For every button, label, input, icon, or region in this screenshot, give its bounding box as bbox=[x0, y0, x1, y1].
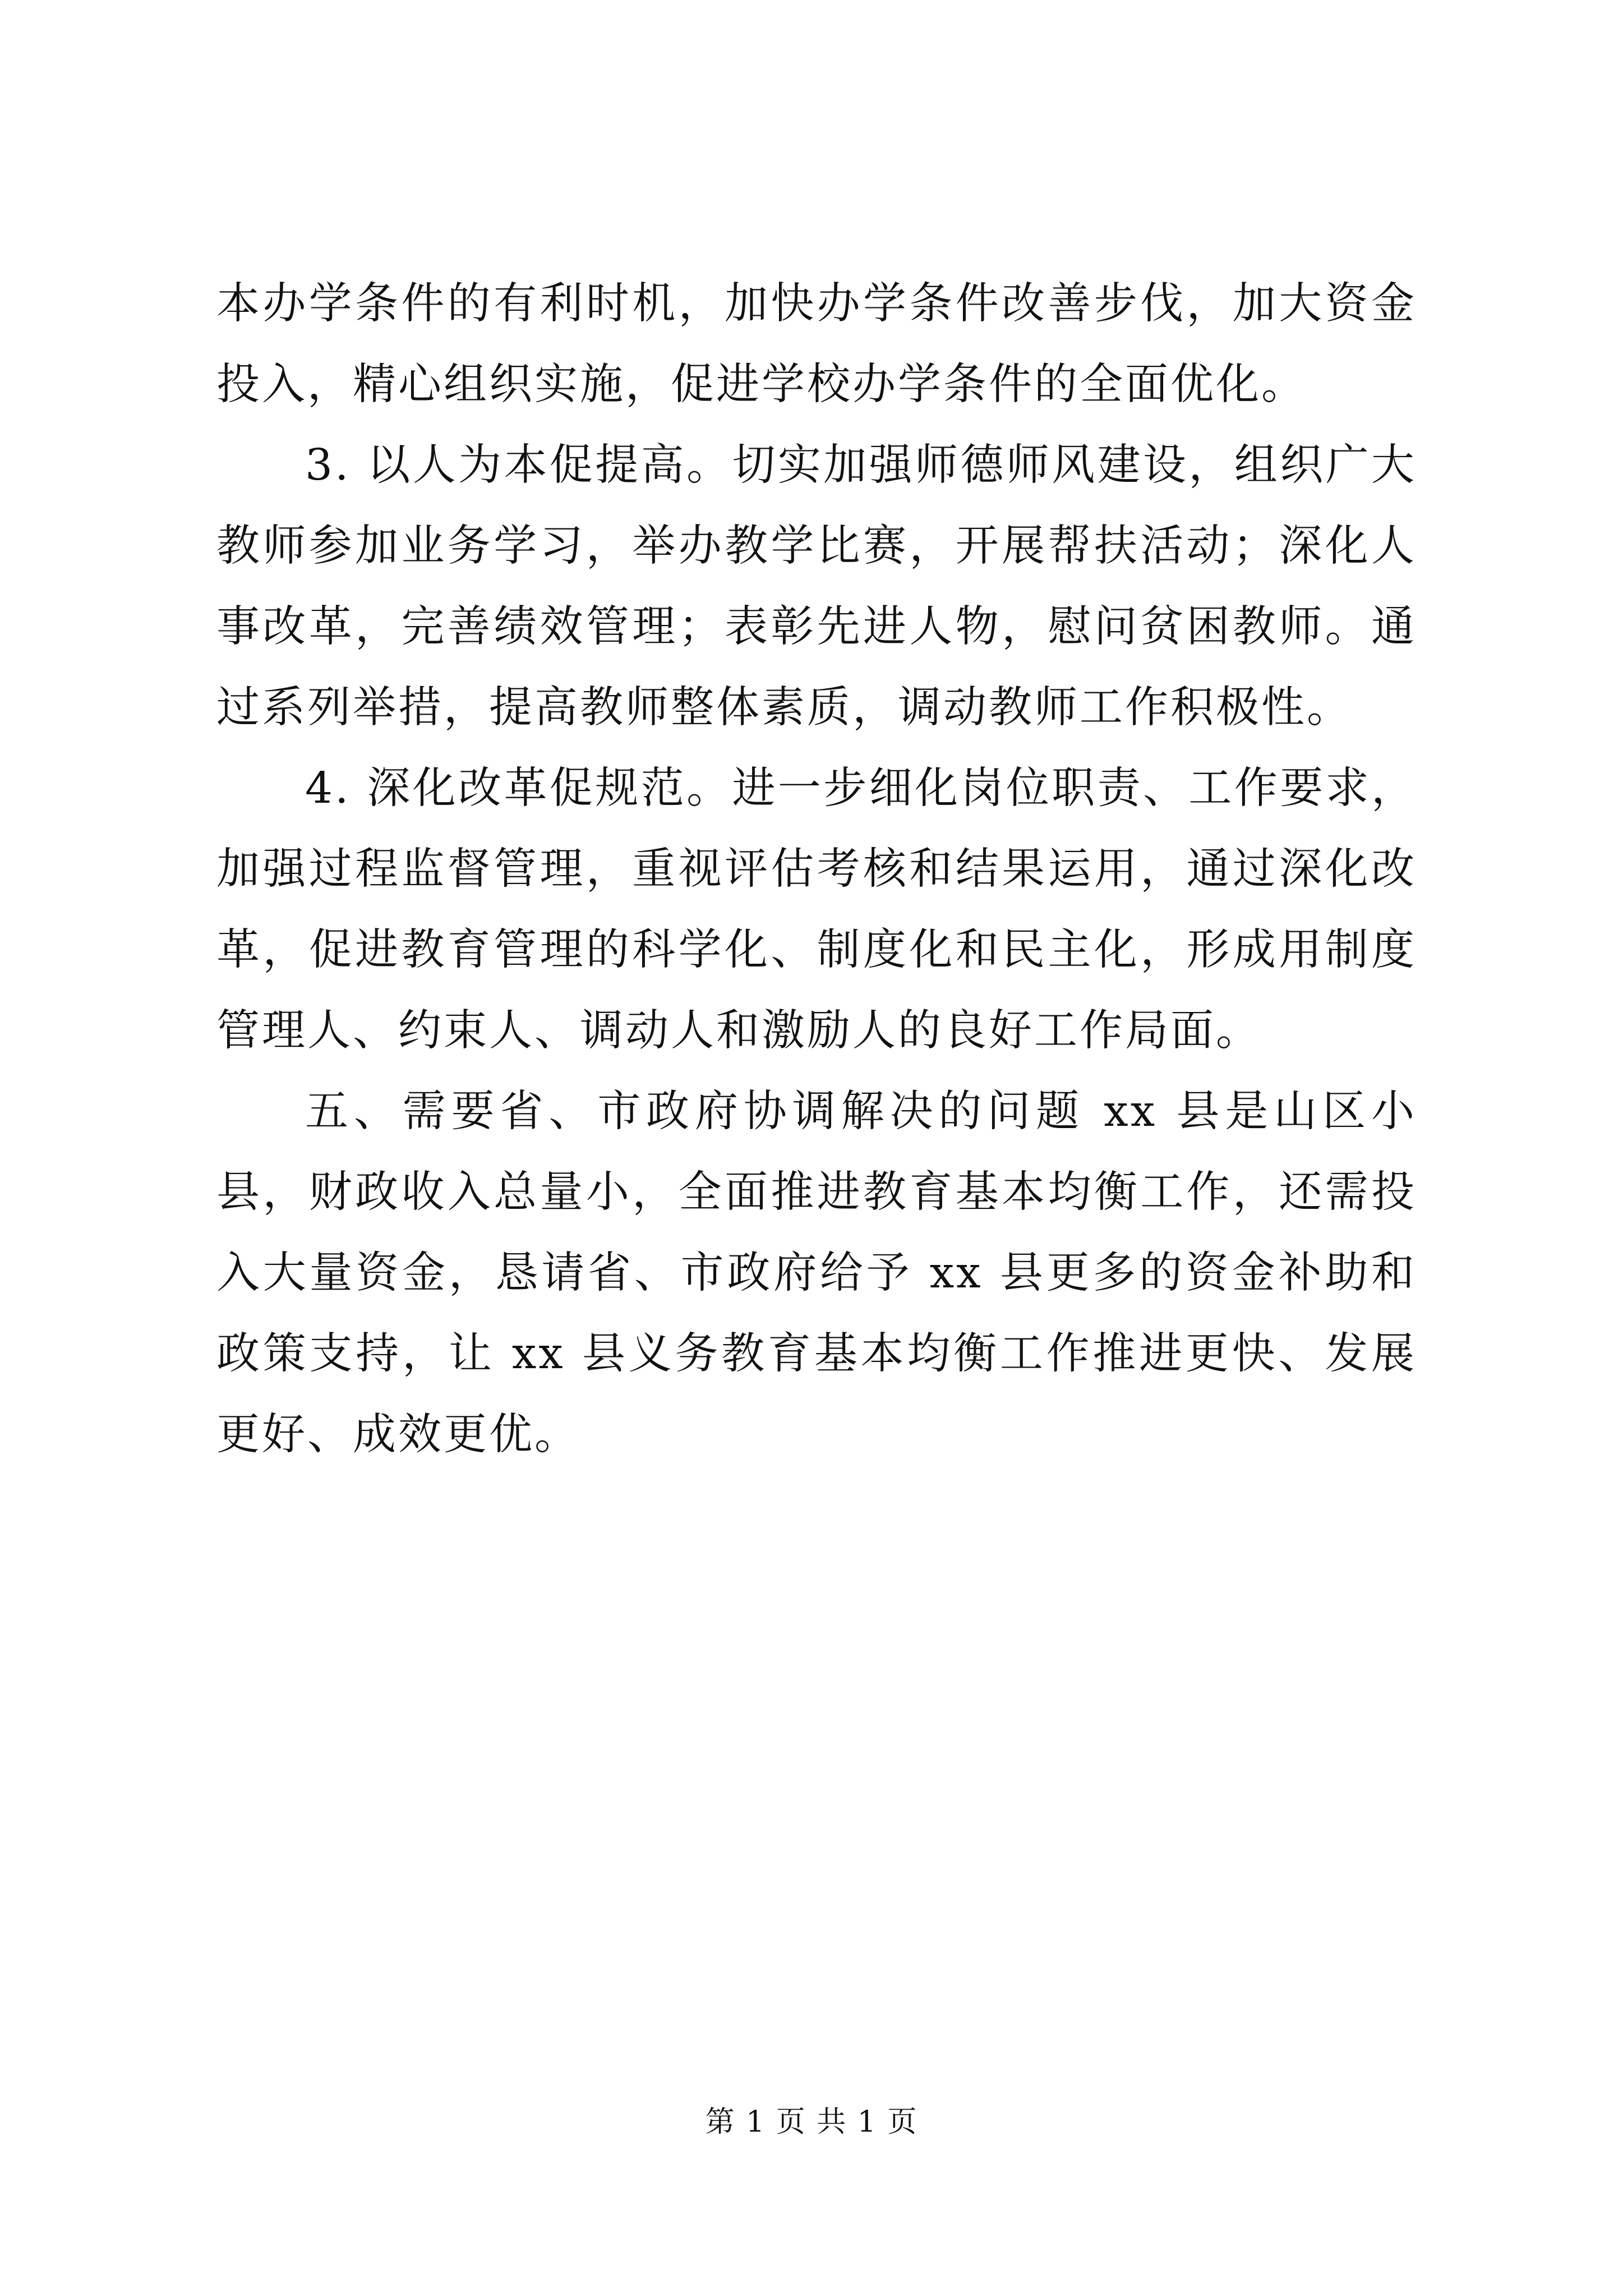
paragraph-continuation: 本办学条件的有利时机，加快办学条件改善步伐，加大资金投入，精心组织实施，促进学校办学条件的全面优化。 bbox=[216, 279, 1417, 409]
paragraph-government-request: 五、需要省、市政府协调解决的问题 xx 县是山区小县，财政收入总量小，全面推进教育基本均衡工作，还需投入大量资金，恳请省、市政府给予 xx 县更多的资金补助和政策支持，让 xx 县义务教育基本均衡工作推进更快、发展更好、成效更优。 bbox=[216, 1087, 1417, 1460]
document-body bbox=[216, 264, 1417, 1475]
page-footer: 第 1 页 共 1 页 bbox=[705, 2105, 918, 2139]
paragraph-teachers: 3. 以人为本促提高。切实加强师德师风建设，组织广大教师参加业务学习，举办教学比赛，开展帮扶活动；深化人事改革，完善绩效管理；表彰先进人物，慰问贫困教师。通过系列举措，提高教师整体素质，调动教师工作积极性。 bbox=[216, 440, 1417, 733]
paragraph-reform: 4. 深化改革促规范。进一步细化岗位职责、工作要求，加强过程监督管理，重视评估考核和结果运用，通过深化改革，促进教育管理的科学化、制度化和民主化，形成用制度管理人、约束人、调动人和激励人的良好工作局面。 bbox=[216, 763, 1417, 1056]
